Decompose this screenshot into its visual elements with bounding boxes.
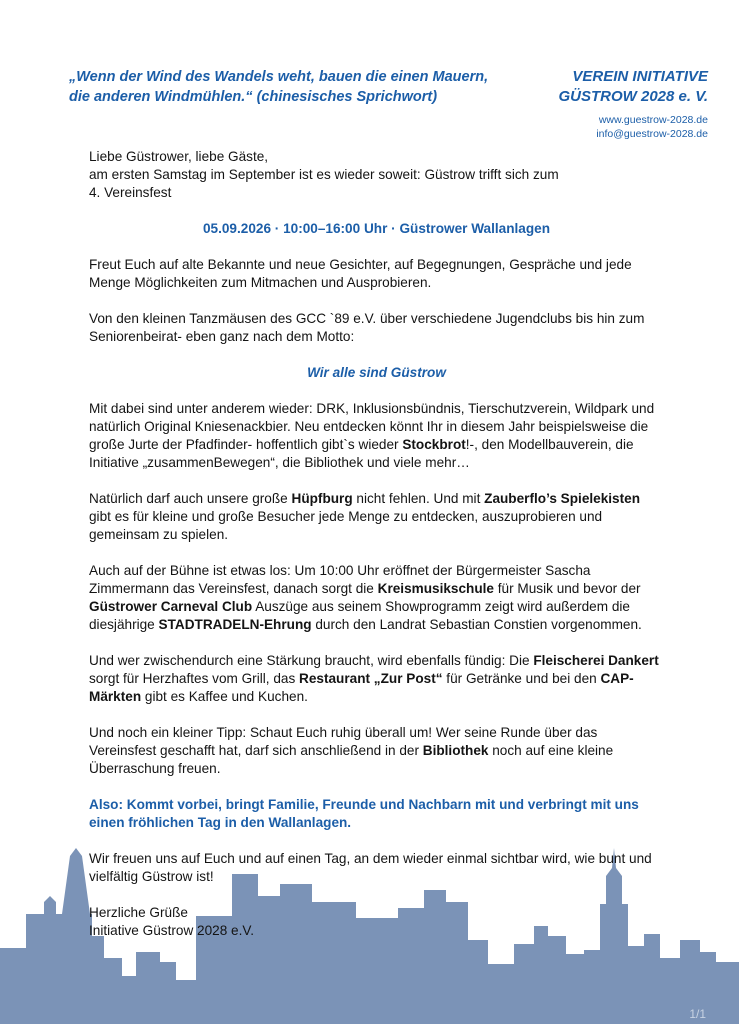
paragraph-3-text-end: !-, den Modellbauverein, die Initiative „zusammenBewegen“, die Bibliothek und viele mehr…	[89, 437, 634, 470]
paragraph-5-text-3: Auszüge aus seinem Showprogramm zeigt wird außerdem die diesjährige	[89, 599, 630, 632]
paragraph-5-text: Auch auf der Bühne ist etwas los: Um 10:00 Uhr eröffnet der Bürgermeister Sascha Zimmermann das Vereinsfest, danach sorgt die	[89, 563, 591, 596]
paragraph-4-text-mid: nicht fehlen. Und mit	[352, 491, 485, 506]
paragraph-6-text-2: sorgt für Herzhaftes vom Grill, das	[89, 671, 300, 686]
paragraph-3	[89, 400, 664, 472]
paragraph-2: Von den kleinen Tanzmäusen des GCC `89 e.V. über verschiedene Jugendclubs bis hin zum Seniorenbeirat- eben ganz nach dem Motto:	[89, 311, 645, 344]
motto: Wir alle sind Güstrow	[307, 365, 446, 380]
highlight-cap-maerkte: CAP-Märkten	[89, 671, 634, 704]
highlight-restaurant: Restaurant „Zur Post“	[299, 671, 443, 686]
contact-block	[596, 113, 708, 141]
email-link[interactable]: info@guestrow-2028.de	[596, 128, 708, 140]
paragraph-7	[89, 724, 664, 778]
quote-line-2: die anderen Windmühlen.“ (chinesisches Sprichwort)	[69, 89, 438, 105]
page-number: 1/1	[689, 1007, 706, 1021]
intro-paragraph	[89, 148, 664, 202]
signature: Initiative Güstrow 2028 e.V.	[89, 923, 254, 938]
signature-block	[89, 904, 664, 940]
paragraph-5-text-end: durch den Landrat Sebastian Constien vorgenommen.	[311, 617, 642, 632]
greeting: Liebe Güstrower, liebe Gäste,	[89, 149, 269, 164]
signoff: Herzliche Grüße	[89, 905, 188, 920]
letter-body	[89, 148, 664, 958]
highlight-kreismusikschule: Kreismusikschule	[377, 581, 494, 596]
paragraph-3-text: Mit dabei sind unter anderem wieder: DRK, Inklusionsbündnis, Tierschutzverein, Wildpark und natürlich Original Kniesenackbier. Neu entdecken könnt Ihr in diesem Jahr beispielsweise die große Jurte der Pfadfinder- hoffentlich gibt`s wieder	[89, 401, 655, 452]
paragraph-6	[89, 652, 664, 706]
paragraph-4-text-end: gibt es für kleine und große Besucher jede Menge zu entdecken, auszuprobieren und gemeinsam zu spielen.	[89, 509, 603, 542]
event-date-line: 05.09.2026 · 10:00–16:00 Uhr · Güstrower Wallanlagen	[202, 221, 551, 236]
header-quote	[69, 67, 539, 107]
call-to-action: Also: Kommt vorbei, bringt Familie, Freunde und Nachbarn mit und verbringt mit uns einen fröhlichen Tag in den Wallanlagen.	[89, 797, 639, 830]
paragraph-5	[89, 562, 664, 634]
paragraph-6-text: Und wer zwischendurch eine Stärkung braucht, wird ebenfalls fündig: Die	[89, 653, 534, 668]
highlight-fleischerei: Fleischerei Dankert	[533, 653, 659, 668]
org-line-2: GÜSTROW 2028 e. V.	[558, 88, 708, 105]
paragraph-6-text-end: gibt es Kaffee und Kuchen.	[141, 689, 308, 704]
quote-line-1: „Wenn der Wind des Wandels weht, bauen die einen Mauern,	[69, 69, 489, 85]
closing-paragraph: Wir freuen uns auf Euch und auf einen Tag, an dem wieder einmal sichtbar wird, wie bunt und vielfältig Güstrow ist!	[89, 851, 652, 884]
paragraph-4-text: Natürlich darf auch unsere große	[89, 491, 292, 506]
highlight-spielekisten: Zauberflo’s Spielekisten	[484, 491, 641, 506]
website-link[interactable]: www.guestrow-2028.de	[598, 114, 708, 126]
intro-line-2: am ersten Samstag im September ist es wieder soweit: Güstrow trifft sich zum	[89, 167, 559, 182]
paragraph-7-text-end: noch auf eine kleine Überraschung freuen.	[89, 743, 614, 776]
paragraph-1: Freut Euch auf alte Bekannte und neue Gesichter, auf Begegnungen, Gespräche und jede Menge Möglichkeiten zum Mitmachen und Ausprobieren.	[89, 257, 632, 290]
highlight-stadtradeln: STADTRADELN-Ehrung	[158, 617, 312, 632]
highlight-bibliothek: Bibliothek	[422, 743, 489, 758]
paragraph-7-text: Und noch ein kleiner Tipp: Schaut Euch ruhig überall um! Wer seine Runde über das Vereinsfest geschafft hat, darf sich anschließend in der	[89, 725, 598, 758]
intro-line-3: 4. Vereinsfest	[89, 185, 172, 200]
paragraph-5-text-2: für Musik und bevor der	[494, 581, 641, 596]
organization-name	[558, 67, 708, 107]
highlight-stockbrot: Stockbrot	[402, 437, 466, 452]
org-line-1: VEREIN INITIATIVE	[572, 68, 708, 85]
highlight-carneval-club: Güstrower Carneval Club	[89, 599, 253, 614]
paragraph-4	[89, 490, 664, 544]
highlight-huepfburg: Hüpfburg	[291, 491, 353, 506]
paragraph-6-text-3: für Getränke und bei den	[442, 671, 601, 686]
